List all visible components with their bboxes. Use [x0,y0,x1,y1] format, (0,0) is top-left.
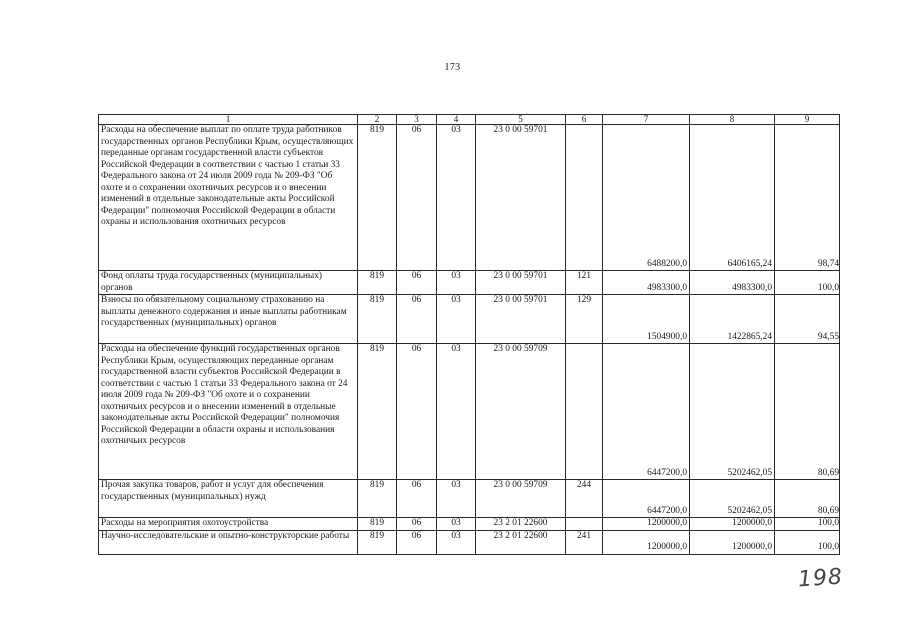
execution-percent: 80,69 [775,344,840,480]
target-article-code: 23 2 01 22600 [476,518,566,531]
section-code: 06 [397,125,437,271]
expense-type-code: 244 [566,480,603,518]
subsection-code: 03 [437,344,476,480]
expense-name: Взносы по обязательному социальному страхованию на выплаты денежного содержания и иные выплаты работникам государственных (муниципальных) органов [99,295,358,344]
expense-type-code [566,344,603,480]
executed-amount: 1422865,24 [690,295,775,344]
expense-type-code: 241 [566,530,603,554]
table-header-row [99,115,840,125]
column-header: 9 [775,115,840,125]
planned-amount: 1200000,0 [603,530,690,554]
column-header: 1 [99,115,358,125]
subsection-code: 03 [437,271,476,295]
executed-amount: 6406165,24 [690,125,775,271]
column-header: 3 [397,115,437,125]
expense-name: Научно-исследовательские и опытно-конструкторские работы [99,530,358,554]
table-row [99,518,840,531]
expense-type-code: 129 [566,295,603,344]
expense-type-code [566,125,603,271]
table-row [99,480,840,518]
subsection-code: 03 [437,125,476,271]
target-article-code: 23 0 00 59701 [476,295,566,344]
planned-amount: 1504900,0 [603,295,690,344]
execution-percent: 100,0 [775,271,840,295]
ministry-code: 819 [358,518,397,531]
expense-type-code: 121 [566,271,603,295]
budget-table [98,114,840,555]
section-code: 06 [397,344,437,480]
executed-amount: 1200000,0 [690,518,775,531]
subsection-code: 03 [437,295,476,344]
executed-amount: 1200000,0 [690,530,775,554]
subsection-code: 03 [437,480,476,518]
column-header: 5 [476,115,566,125]
executed-amount: 5202462,05 [690,344,775,480]
table-row [99,530,840,554]
column-header: 8 [690,115,775,125]
planned-amount: 6447200,0 [603,480,690,518]
target-article-code: 23 0 00 59701 [476,125,566,271]
section-code: 06 [397,295,437,344]
table-row [99,344,840,480]
ministry-code: 819 [358,271,397,295]
executed-amount: 5202462,05 [690,480,775,518]
execution-percent: 94,55 [775,295,840,344]
section-code: 06 [397,480,437,518]
handwritten-page-number: 198 [797,564,844,593]
subsection-code: 03 [437,530,476,554]
expense-name: Расходы на обеспечение выплат по оплате труда работников государственных органов Республики Крым, осуществляющих переданные органам государственной власти субъектов Российской Федерации в соответствии с частью 1 статьи 33 Федерального закона от 24 июля 2009 года № 209-ФЗ "Об охоте и о сохранении охотничьих ресурсов и о внесении изменений в отдельные законодательные акты Российской Федерации" полномочия Российской Федерации в области охраны и использования охотничьих ресурсов [99,125,358,271]
ministry-code: 819 [358,295,397,344]
executed-amount: 4983300,0 [690,271,775,295]
planned-amount: 1200000,0 [603,518,690,531]
column-header: 7 [603,115,690,125]
section-code: 06 [397,518,437,531]
ministry-code: 819 [358,480,397,518]
ministry-code: 819 [358,125,397,271]
execution-percent: 98,74 [775,125,840,271]
target-article-code: 23 0 00 59709 [476,344,566,480]
target-article-code: 23 0 00 59709 [476,480,566,518]
planned-amount: 4983300,0 [603,271,690,295]
column-header: 2 [358,115,397,125]
expense-name: Фонд оплаты труда государственных (муниципальных) органов [99,271,358,295]
expense-name: Прочая закупка товаров, работ и услуг для обеспечения государственных (муниципальных) нужд [99,480,358,518]
execution-percent: 80,69 [775,480,840,518]
expense-name: Расходы на мероприятия охотоустройства [99,518,358,531]
ministry-code: 819 [358,530,397,554]
target-article-code: 23 2 01 22600 [476,530,566,554]
subsection-code: 03 [437,518,476,531]
target-article-code: 23 0 00 59701 [476,271,566,295]
expense-type-code [566,518,603,531]
planned-amount: 6447200,0 [603,344,690,480]
ministry-code: 819 [358,344,397,480]
table-row [99,271,840,295]
execution-percent: 100,0 [775,518,840,531]
execution-percent: 100,0 [775,530,840,554]
column-header: 6 [566,115,603,125]
table-row [99,295,840,344]
section-code: 06 [397,271,437,295]
section-code: 06 [397,530,437,554]
planned-amount: 6488200,0 [603,125,690,271]
table-row [99,125,840,271]
column-header: 4 [437,115,476,125]
page-number: 173 [444,62,461,73]
expense-name: Расходы на обеспечение функций государственных органов Республики Крым, осуществляющих переданные органам государственной власти субъектов Российской Федерации в соответствии с частью 1 статьи 33 Федерального закона от 24 июля 2009 года № 209-ФЗ "Об охоте и о сохранении охотничьих ресурсов и о внесении изменений в отдельные законодательные акты Российской Федерации" полномочия Российской Федерации в области охраны и использования охотничьих ресурсов [99,344,358,480]
